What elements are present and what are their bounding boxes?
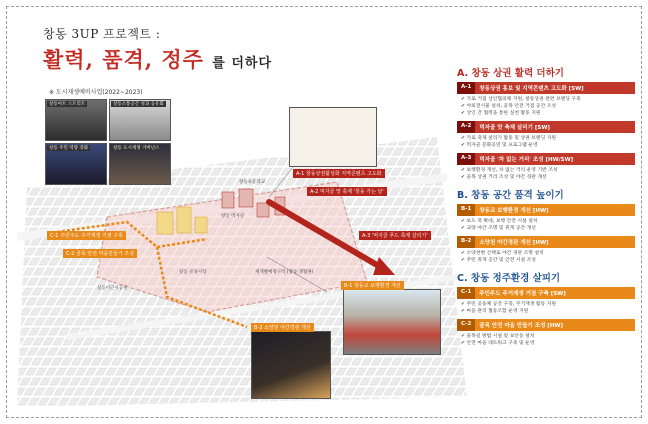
item-code: B-2	[457, 236, 475, 248]
bullet: ✔ 소양천변 산책로 야간 경관 조명 설치	[461, 250, 635, 257]
bullet: ✔ 안전 마을 네트워크 구축 및 운영	[461, 340, 635, 347]
bullet: ✔ 먹자골 문화공연 및 프로그램 운영	[461, 142, 635, 149]
map-tag-a1: A-1 창동상권활성화 지역콘텐츠 고도화	[293, 169, 385, 178]
bullet: ✔ 골목길 방범 시설 및 보안등 설치	[461, 333, 635, 340]
header-line1: 창동 3UP 프로젝트 :	[43, 27, 161, 41]
map-tag-a2: A-2 먹자골 맛 축제 '창동 가는 날'	[307, 187, 387, 196]
bullet: ✔ 가로 축제 살리기 활동 및 상권 브랜딩 지원	[461, 135, 635, 142]
bullet: ✔ 마을 관리 협동조합 운영 지원	[461, 308, 635, 315]
photo-street-view	[343, 289, 441, 355]
item-a1	[457, 82, 635, 117]
bullet: ✔ 주민 휴게 공간 및 안전 시설 조성	[461, 257, 635, 264]
item-label: 주민주도 주거재생 거점 구축 [SW]	[475, 287, 635, 299]
map-tag-b2: B-2 소양천 야간경관 개선	[251, 323, 314, 332]
bullet: ✔ 교량 야간 조명 및 휴게 공간 개선	[461, 225, 635, 232]
item-a2	[457, 121, 635, 149]
item-label: 먹자골 '차 없는 거리' 조성 [HW/SW]	[475, 153, 635, 165]
header-line2	[43, 44, 272, 74]
map-label: 창동초등학교	[239, 180, 266, 185]
section-b	[457, 187, 635, 264]
bullet: ✔ 보행환경 개선, 차 없는 거리 운영 기반 조성	[461, 167, 635, 174]
map-tag-a3: A-3 '먹자골 푸드 축제 살리기'	[359, 231, 431, 240]
photo-caption: 창동 도시재생 거버넌스	[113, 146, 160, 151]
poster-frame	[6, 6, 642, 418]
photo-riverside-night	[251, 331, 331, 399]
section-title: C. 창동 정주환경 살피기	[457, 273, 561, 284]
map-tag-c1: C-1 주민주도 주거재생 거점 구축	[47, 231, 126, 240]
header-tail: 를 더하다	[212, 56, 273, 71]
map-label: 창동 골목시장	[179, 270, 207, 275]
bullet: ✔ 골목 상권 거리 조성 및 야간 경관 개선	[461, 174, 635, 181]
map-label: 창동어린이공원	[97, 286, 128, 291]
section-a	[457, 65, 635, 181]
item-b1	[457, 204, 635, 232]
section-c	[457, 270, 635, 347]
map-label: 재개발예정구역 (창동 생활권)	[255, 270, 314, 275]
header-keywords: 활력, 품격, 정주	[43, 47, 204, 72]
bullet: ✔ 상인 간 협력을 통한 실천 활동 지원	[461, 110, 635, 117]
photo-caption: 창동소통공간 성과 공유회	[113, 102, 164, 107]
bullet: ✔ 가로 거점 상인협의체 지원, 창동상권 관련 브랜딩 구축	[461, 96, 635, 103]
item-label: 창동교 보행환경 개선 [HW]	[475, 204, 635, 216]
item-c1	[457, 287, 635, 315]
item-label: 소양천 야간경관 개선 [HW]	[475, 236, 635, 248]
map-label: 창동 먹자골	[221, 214, 245, 219]
item-a3	[457, 153, 635, 181]
item-code: A-3	[457, 153, 475, 165]
section-title: A. 창동 상권 활력 더하기	[457, 68, 564, 79]
map-tag-c2: C-2 골목 안전 마을만들기 조성	[63, 249, 137, 258]
item-b2	[457, 236, 635, 264]
photo-caption: 창동 주민 역량 강화	[49, 146, 89, 151]
photo-caption: 창동아트 스트리트	[49, 102, 86, 107]
bullet: ✔ 주민 공동체 공간 구축, 주거재생 활동 지원	[461, 301, 635, 308]
bullet: ✔ 야외전시물 설치, 골목 안전 거점 공간 조성	[461, 103, 635, 110]
item-label: 창동상권 홍보 및 지역콘텐츠 고도화 [SW]	[475, 82, 635, 94]
map-tag-b1: B-1 창동교 보행환경 개선	[341, 281, 404, 290]
item-code: C-2	[457, 319, 475, 331]
item-code: B-1	[457, 204, 475, 216]
poster-header	[43, 25, 272, 74]
item-code: A-1	[457, 82, 475, 94]
strategy-panel	[457, 65, 635, 351]
item-label: 먹자골 맛 축제 살리기 [SW]	[475, 121, 635, 133]
item-c2	[457, 319, 635, 347]
item-code: C-1	[457, 287, 475, 299]
item-label: 골목 안전 마을 만들기 조성 [HW]	[475, 319, 635, 331]
project-period: ※ 도시재생예비사업(2022~2023)	[49, 89, 143, 96]
inset-map	[289, 107, 377, 167]
bullet: ✔ 보도 폭 확대, 보행 안전 시설 설치	[461, 218, 635, 225]
section-title: B. 창동 공간 품격 높이기	[457, 190, 564, 201]
item-code: A-2	[457, 121, 475, 133]
